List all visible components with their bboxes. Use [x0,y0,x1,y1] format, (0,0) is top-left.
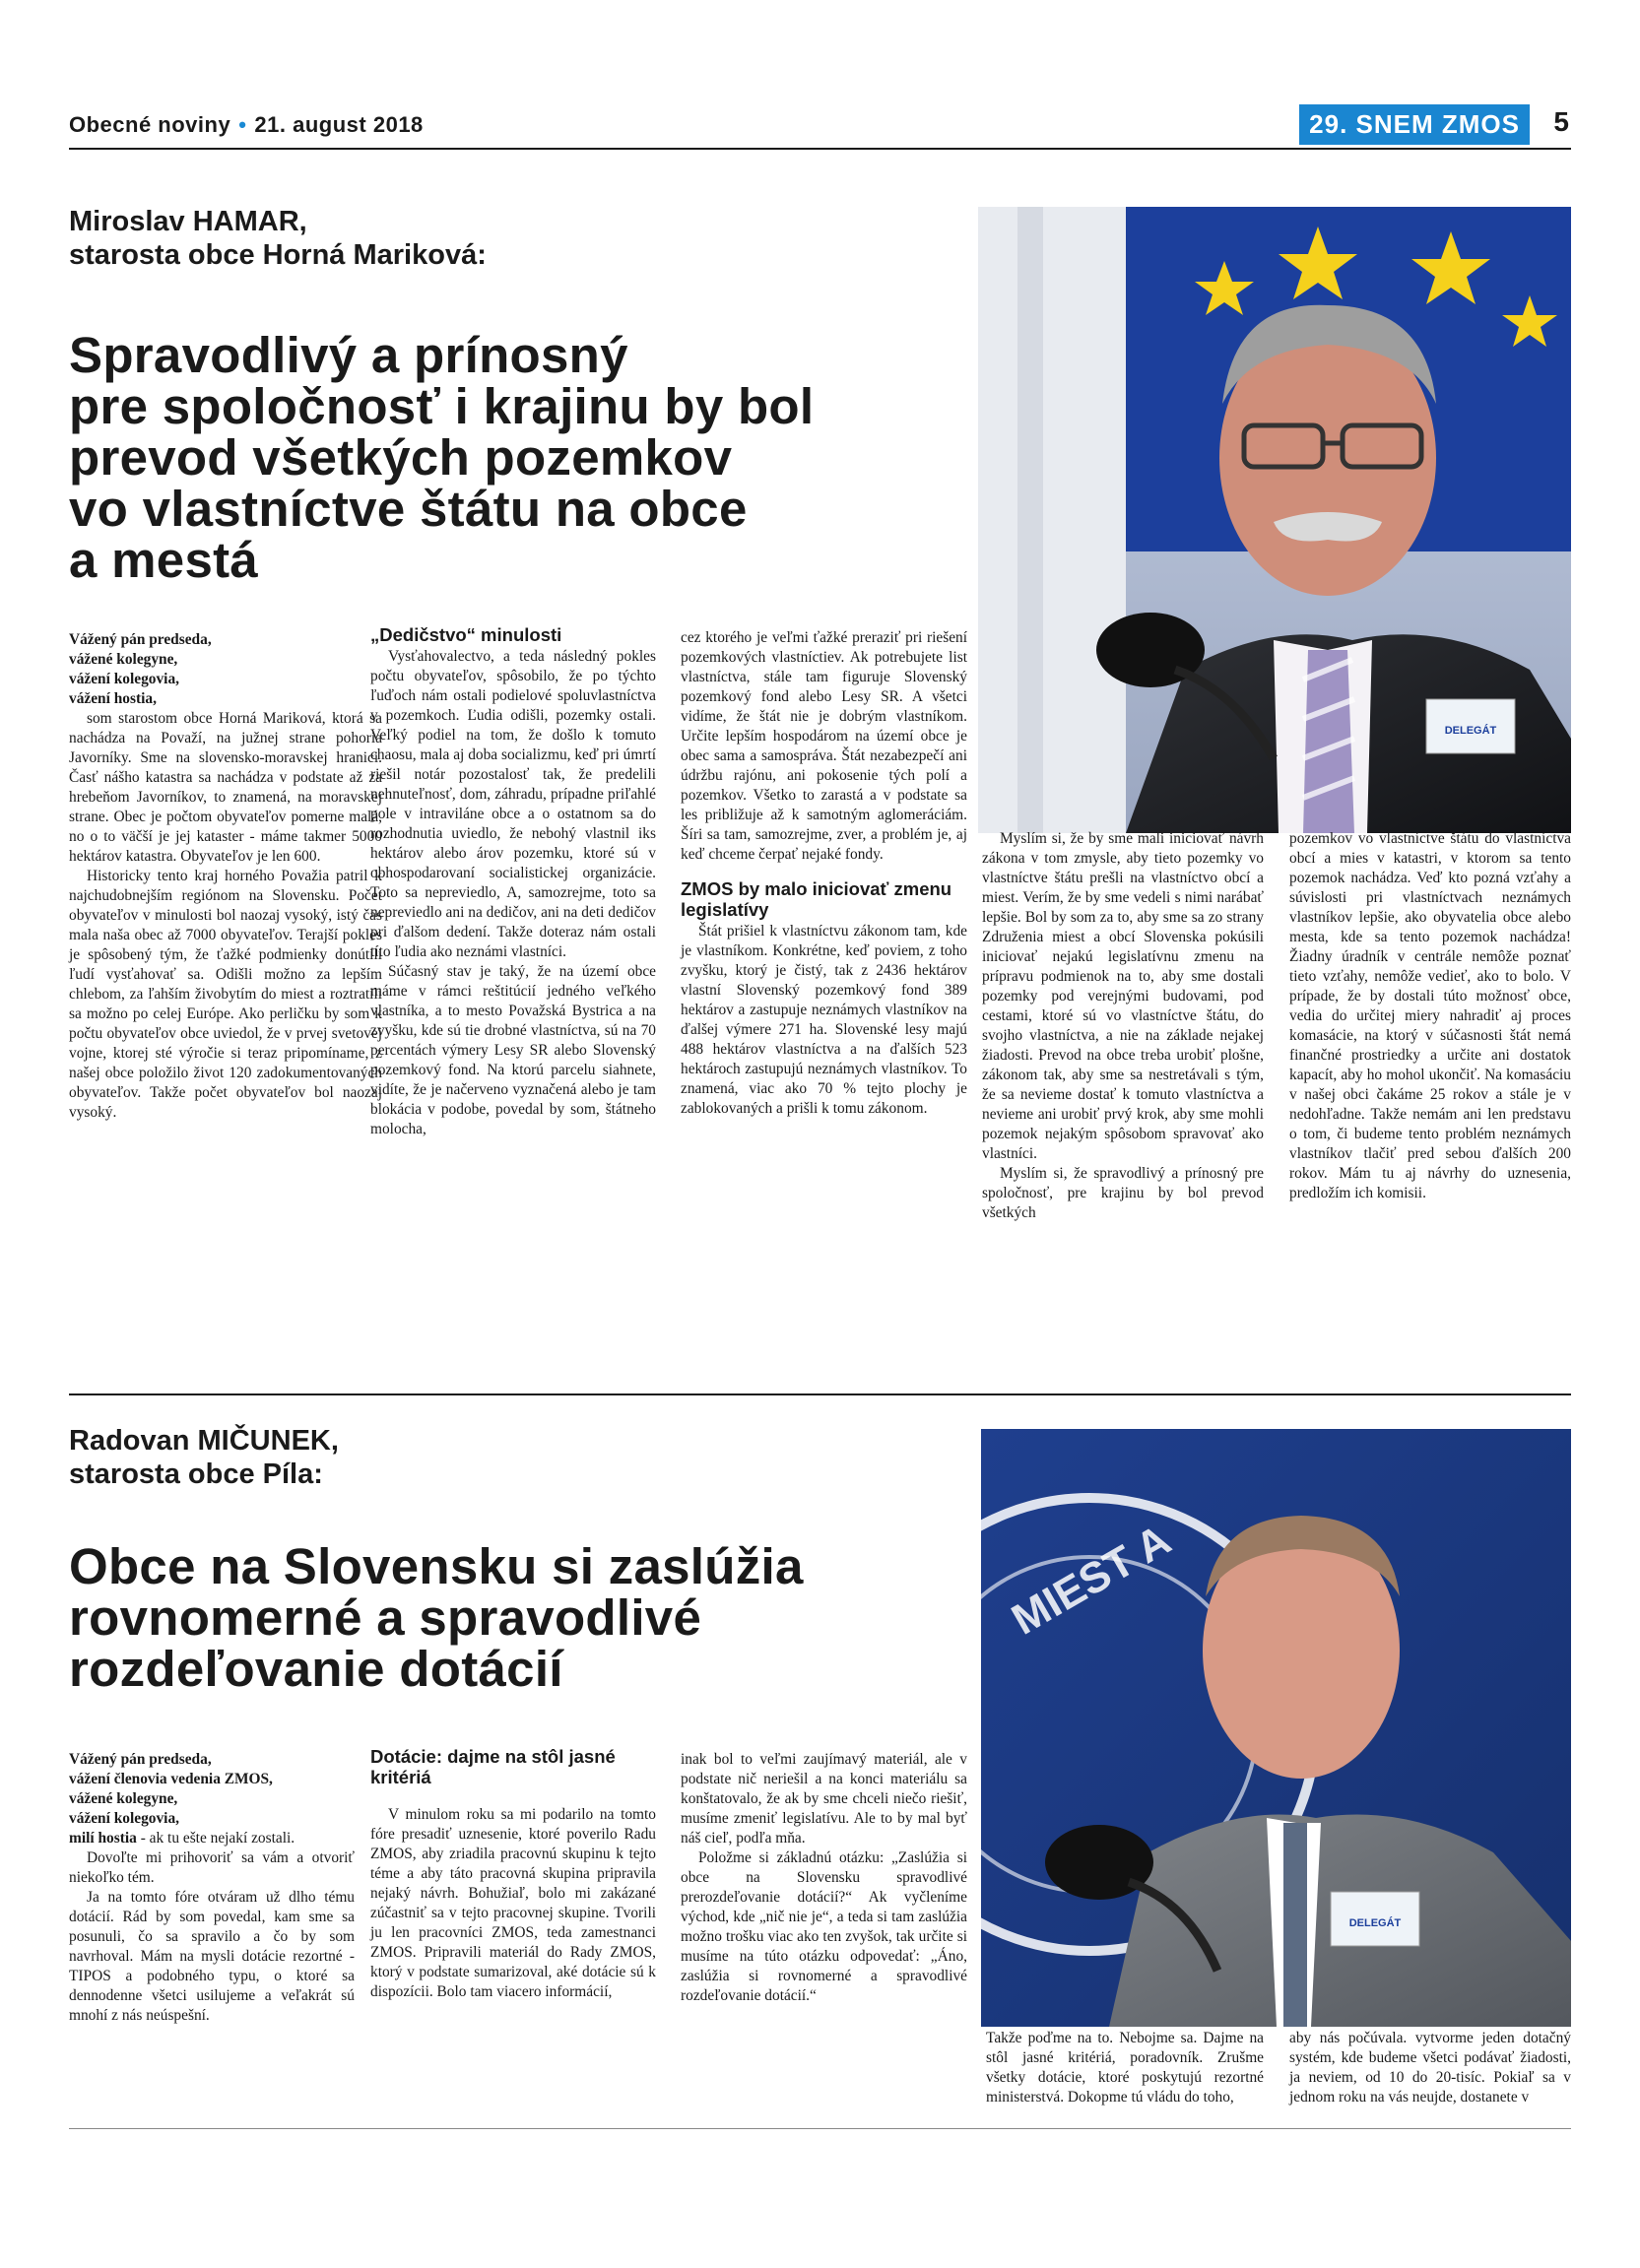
bottom-rule [69,2128,1571,2129]
portrait-illustration [981,1429,1571,2027]
author-name: Radovan MIČUNEK, [69,1425,339,1457]
paragraph: som starostom obce Horná Mariková, ktorá sa nachádza na Považí, na južnej strane pohoria Javorníky. Sme na slovensko-moravskej hranici. Časť nášho katastra sa nachádza v podstate až za hrebeňom Javorníkov, to znamená, na moravskej strane. Obec je počtom obyvateľov pomerne malá, no o to väčší je jej kataster - máme takmer 5000 hektárov katastra. Obyvateľov je len 600. [69,710,382,865]
paragraph: V minulom roku sa mi podarilo na tomto fóre presadiť uznesenie, ktoré poverilo Radu ZMOS, aby zriadila pracovnú skupinu k tejto téme a aby táto pracovná skupina pripravila nejaký návrh. Bohužiaľ, bolo mi zakázané zúčastniť sa v tejto pracovnej skupine. Tvorili ju len pracovníci ZMOS, teda zamestnanci ZMOS. Pripravili materiál do Rady ZMOS, ktorý v podstate sumarizoval, aké dotácie sú k dispozícii. Bolo tam viacero informácií, [370,1806,656,2000]
article2-portrait-photo [981,1429,1571,2027]
paragraph: Myslím si, že by sme mali iniciovať návrh zákona v tom zmysle, aby tieto pozemky vo vlastníctve štátu prešli na vlastníctvo obcí a miest. Verím, že by sme vedeli s nimi narábať lepšie. Bol by som za to, aby sme sa zo strany Združenia miest a obcí Slovenska pokúsili iniciovať nejakú legislatívnu zmenu na prípravu podmienok na to, aby sme dostali pozemky pod verejnými budovami, pod cestami, ktoré sú vo vlastníctve štátu, do svojho vlastníctva, a nie na základe nejakej žiadosti. Prevod na obce treba urobiť plošne, zákonom tak, aby sme sa nestretávali s tým, že sa nevieme dostať k tomuto vlastníctva a nevieme ani urobiť prvý krok, aby sme mohli pozemok nejakým spôsobom spravovať ako vlastníci. [982,830,1264,1162]
paragraph: Myslím si, že spravodlivý a prínosný pre spoločnosť, pre krajinu by bol prevod všetkých [982,1165,1264,1221]
article1-column-1 [69,630,382,1123]
article1-column-5 [1289,829,1571,1203]
article2-byline [69,1424,339,1491]
subheading: ZMOS by malo iniciovať zmenu legislatívy [681,878,952,920]
subheading: Dotácie: dajme na stôl jasné kritériá [370,1746,616,1787]
paragraph: cez ktorého je veľmi ťažké preraziť pri riešení pozemkových vlastníctiev. Ak potrebujete list vlastníctva, stále tam figuruje Slovenský pozemkový fond alebo Lesy SR. A všetci vidíme, že štát nie je dobrým vlastníkom. Určite lepším hospodárom na území obce je obec sama a samospráva. Štát nezabezpečí ani údržbu rajónu, ani pokosenie tých polí a pozemkov. Všetko to zarastá a v podstate sa les približuje až k samotným aglomeráciám. Šíri sa tam, samozrejme, zver, a problém je, aj keď chceme čerpať nejaké fondy. [681,629,967,863]
paragraph: pozemkov vo vlastníctve štátu do vlastníctva obcí a mies v katastri, v ktorom sa tento pozemok nachádza. Veď kto pozná vzťahy a súvislosti pri vlastníctvach neznámych vlastníkov lepšie, ako obyvatelia obce alebo mesta, kde sa tento pozemok nachádza! Žiadny úradník v centrále nemôže poznať tieto vzťahy, nemôže vedieť, ako to bolo. V prípade, že by dostali túto možnosť obce, vedia do určitej miery nahradiť aj proces komasácie, na ktorý v súčasnosti štát nemá finančné prostriedky a určite ani dostatok kapacít, aby ho mohol ukončiť. Na komasáciu v našej obci čakáme 25 rokov a stále je v nedohľadne. Takže nemám ani len predstavu o tom, či budeme tento problém neznámych vlastníkov tlačiť pred sebou ďalších 200 rokov. Mám tu aj návrhy do uznesenia, predložím ich komisii. [1289,830,1571,1201]
backdrop-lettering: MIEST A [1004,1515,1179,1645]
portrait-illustration [978,207,1571,833]
paragraph: Dovoľte mi prihovoriť sa vám a otvoriť niekoľko tém. [69,1849,355,1886]
author-role: starosta obce Píla: [69,1458,323,1490]
article2-headline [69,1538,804,1697]
page-number: 5 [1553,106,1569,137]
salutation-line: vážení členovia vedenia ZMOS, [69,1771,273,1787]
article1-column-2 [370,624,656,1139]
article2-column-3 [681,1750,967,2006]
paragraph: inak bol to veľmi zaujímavý materiál, ale v podstate nič neriešil a na konci materiálu sa konštatovalo, že ak by sme chceli niečo riešiť, musíme zmeniť legislatívu. Ale to by mal byť náš cieľ, podľa mňa. [681,1751,967,1847]
paragraph: aby nás počúvala. vytvorme jeden dotačný systém, kde budeme všetci podávať žiadosti, ja neviem, od 10 do 20-tisíc. Pokiaľ sa v jednom roku na vás neujde, dostanete v [1289,2030,1571,2106]
publication-line [69,112,424,138]
paragraph: Historicky tento kraj horného Považia patril k najchudobnejším regiónom na Slovensku. Počet obyvateľov v minulosti bol naozaj vysoký, istý čas mala naša obec až 7000 obyvateľov. Terajší pokles je spôsobený tým, že ťažké podmienky donútili ľudí vysťahovať sa. Odišli možno za lepším chlebom, za ľahším živobytím do miest a roztratili sa možno po celej Európe. Ako perličku by som k počtu obyvateľov obce uviedol, že v prvej svetovej vojne, ktorej sté výročie si teraz pripomíname, z našej obce položilo život 120 zadokumentovaných obyvateľov. Takže počet obyvateľov bol naozaj vysoký. [69,868,382,1121]
salutation-line: vážení kolegovia, [69,1810,180,1827]
article1-headline [69,327,815,588]
paragraph: Vysťahovalectvo, a teda následný pokles počtu obyvateľov, spôsobilo, že po týchto ľuďoch nám ostali podielové spoluvlastníctva v pozemkoch. Ľudia odišli, pozemky ostali. Veľký podiel na tom, že došlo k tomuto chaosu, mala aj doba socializmu, keď pri úmrtí riešil notár pozostalosť tak, že predelili nehnuteľnosť, dom, záhradu, prípadne priľahlé pole v intraviláne obce a o ostatnom sa do rozhodnutia uviedlo, že nebohý vlastnil iks hektárov alebo árov pozemku, ktoré sú v obhospodarovaní socialistickej organizácie. Toto sa nepreviedlo, A, samozrejme, toto sa nepreviedlo ani na dedičov, ani na deti dedičov pri ďalšom dedení. Takže doteraz nám ostali títo ľudia ako neznámi vlastníci. [370,648,656,960]
article1-column-4 [982,829,1264,1223]
paragraph: Položme si základnú otázku: „Zaslúžia si obce na Slovensku spravodlivé prerozdeľovanie dotácií?“ Ak vyčleníme východ, kde „nič nie je“, a teda si tam zaslúžia možno trošku viac ako ten zvyšok, tak určite si musíme na túto otázku odpovedať: „Áno, zaslúžia si rovnomerné a spravodlivé rozdeľovanie dotácií.“ [681,1849,967,2004]
article1-byline [69,205,487,272]
article2-column-5 [1289,2029,1571,2107]
headline-line: a mestá [69,532,259,588]
salutation-line: vážení hostia, [69,690,157,707]
headline-line: Spravodlivý a prínosný [69,327,628,383]
issue-date: 21. august 2018 [254,112,424,137]
subheading: „Dedičstvo“ minulosti [370,624,562,645]
badge-text: DELEGÁT [1444,725,1497,737]
author-name: Miroslav HAMAR, [69,206,307,237]
header-rule [69,148,1571,150]
article2-column-4 [986,2029,1264,2107]
salutation-closing [69,1829,355,1848]
paragraph: Ja na tomto fóre otváram už dlho tému dotácií. Rád by som povedal, kam sme sa posunuli, čo sa spravilo a čo by som navrhoval. Mám na mysli dotácie rezortné - TIPOS a podobného typu, o ktoré sa dennodenne všetci usilujeme a veľakrát sú mnohí z nás neúspešní. [69,1889,355,2024]
publication-name: Obecné noviny [69,112,231,137]
salutation-line: Vážený pán predseda, [69,631,212,648]
salutation-line: vážené kolegyne, [69,1790,178,1807]
author-role: starosta obce Horná Mariková: [69,239,487,271]
headline-line: rozdeľovanie dotácií [69,1641,563,1697]
page-header [69,104,1571,150]
separator-dot: • [238,112,247,137]
article2-column-2 [370,1746,656,2002]
salutation-closing-rest: - ak tu ešte nejakí zostali. [136,1830,295,1847]
headline-line: prevod všetkých pozemkov [69,429,733,486]
paragraph: Takže poďme na to. Nebojme sa. Dajme na stôl jasné kritériá, poradovník. Zrušme všetky dotácie, ktoré poskytujú rezortné ministerstvá. Dokopme tú vládu do toho, [986,2030,1264,2106]
paragraph: Súčasný stav je taký, že na území obce máme v rámci reštitúcií jedného veľkého vlastníka, a to mesto Považská Bystrica a na zvyšku, kde sú tie drobné vlastníctva, sú na 70 percentách výmery Lesy SR alebo Slovenský pozemkový fond. Na ktorú parcelu siahnete, vidíte, že je načerveno vyznačená alebo je tam blokácia v podobe, povedal by som, štátneho molocha, [370,963,656,1137]
salutation-line: Vážený pán predseda, [69,1751,212,1768]
section-badge: 29. SNEM ZMOS [1299,104,1530,145]
tie [1283,1823,1307,2027]
headline-line: rovnomerné a spravodlivé [69,1589,702,1646]
salutation-line: vážené kolegyne, [69,651,178,668]
headline-line: Obce na Slovensku si zaslúžia [69,1538,804,1594]
article2-column-1 [69,1750,355,2026]
headline-line: pre spoločnosť i krajinu by bol [69,378,815,434]
article-divider [69,1393,1571,1395]
salutation-line: vážení kolegovia, [69,671,180,687]
article1-portrait-photo [978,207,1571,833]
salutation-closing-bold: milí hostia [69,1830,137,1847]
headline-line: vo vlastníctve štátu na obce [69,481,748,537]
badge-text: DELEGÁT [1348,1917,1402,1929]
paragraph: Štát prišiel k vlastníctvu zákonom tam, kde je vlastníkom. Konkrétne, keď poviem, z toho zvyšku, ktorý je čistý, tak z 2436 hektárov vlastní Slovenský pozemkový fond 389 hektárov a zastupuje neznámych vlastníkov na ďalšej výmere 271 ha. Slovenské lesy majú 488 hektárov vlastníctva a na ďalších 523 hektároch zastupujú neznámych vlastníkov. To znamená, viac ako 70 % tejto plochy je zablokovaných a prišli k tomu zákonom. [681,923,967,1117]
article1-column-3 [681,628,967,1119]
